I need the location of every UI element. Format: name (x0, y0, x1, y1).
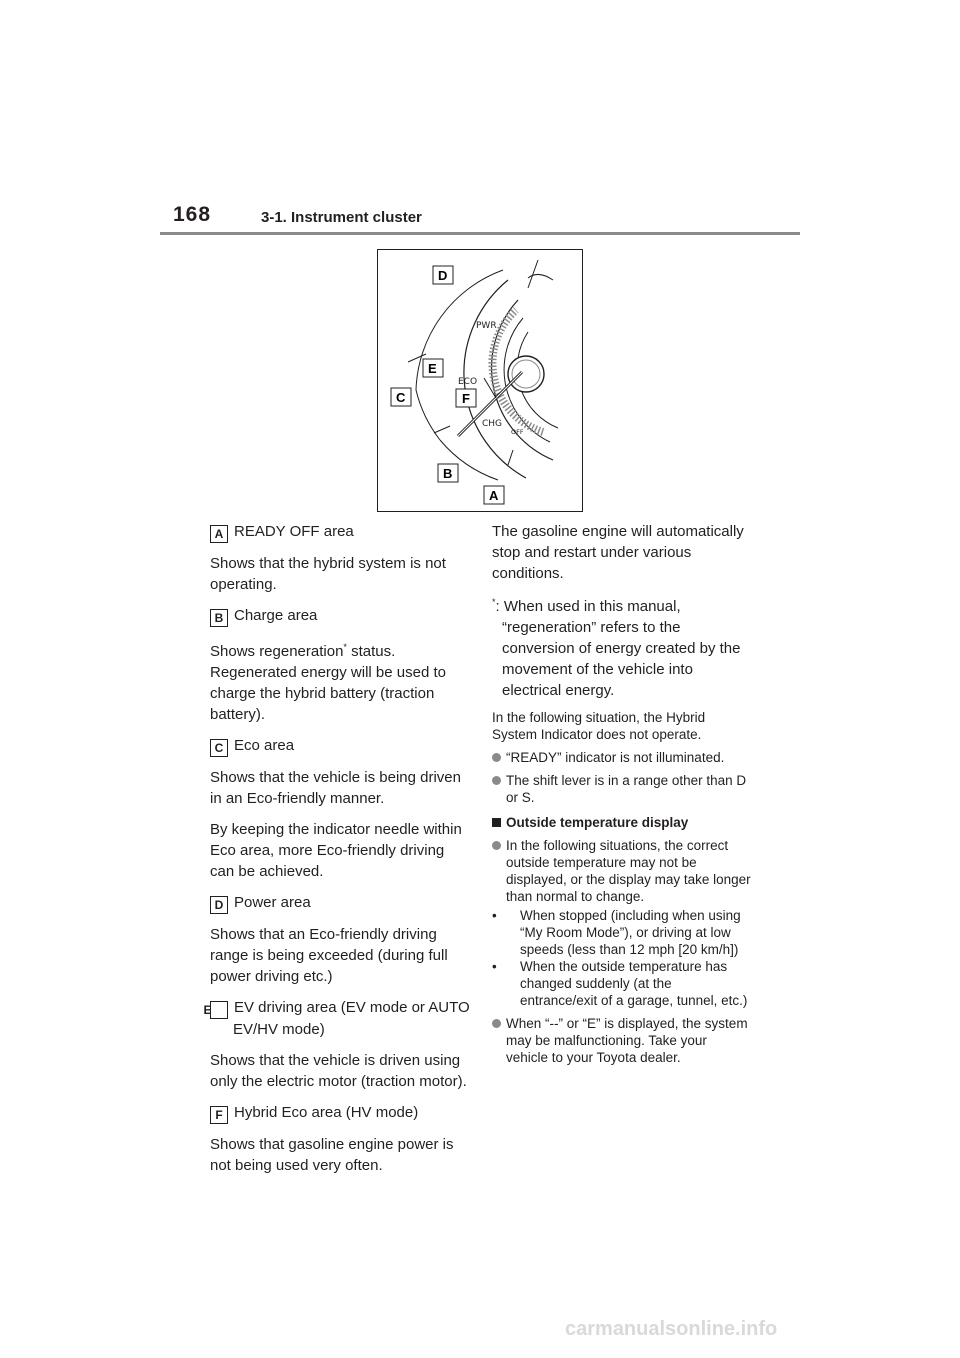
right-p2: In the following situation, the Hybrid System Indicator does not operate. (492, 710, 706, 742)
section-title: 3-1. Instrument cluster (261, 209, 422, 226)
bullet-2: The shift lever is in a range other than D or S. (506, 773, 747, 805)
f-body: Shows that gasoline engine power is not being used very often. (210, 1136, 454, 1174)
f-title: Hybrid Eco area (HV mode) (234, 1104, 419, 1121)
off-label: OFF (511, 428, 524, 436)
box-b: B (210, 609, 228, 627)
b-title: Charge area (234, 607, 318, 624)
sub-bullet-icon: • (492, 959, 497, 974)
bullet-4: When “--” or “E” is displayed, the system may be malfunctioning. Take your vehicle to your Toyota dealer. (506, 1016, 748, 1065)
right-p1: The gasoline engine will automatically stop and restart under various conditions. (492, 523, 744, 582)
label-e: E (428, 361, 437, 376)
box-e: E (210, 1001, 228, 1019)
bullet-icon (492, 841, 501, 850)
label-b: B (443, 466, 453, 481)
eco-label: ECO (458, 377, 478, 387)
header-rule (160, 232, 800, 235)
right-column (492, 521, 752, 1066)
box-d: D (210, 896, 228, 914)
b-body-2: status. Regenerated energy will be used to charge the hybrid battery (traction battery). (210, 643, 446, 723)
square-bullet-icon (492, 818, 501, 827)
d-title: Power area (234, 894, 311, 911)
d-body: Shows that an Eco-friendly driving range is being exceeded (during full power driving etc.) (210, 926, 448, 985)
gauge-illustration (378, 250, 582, 511)
c-title: Eco area (234, 737, 295, 754)
a-body: Shows that the hybrid system is not operating. (210, 555, 446, 593)
box-a: A (210, 525, 228, 543)
note: : When used in this manual, “regeneration” refers to the conversion of energy created by the movement of the vehicle into electrical energy. (495, 598, 741, 699)
box-f: F (210, 1106, 228, 1124)
sub-bullet-icon: • (492, 908, 497, 923)
c-body-2: By keeping the indicator needle within Eco area, more Eco-friendly driving can be achieved. (210, 821, 462, 880)
note-star: * (492, 597, 496, 607)
box-c: C (210, 739, 228, 757)
hybrid-indicator-figure (377, 249, 583, 512)
b-body-1: Shows regeneration (210, 643, 344, 660)
e-body: Shows that the vehicle is driven using only the electric motor (traction motor). (210, 1052, 467, 1090)
watermark: carmanualsonline.info (565, 1318, 778, 1340)
bullet-icon (492, 1019, 501, 1028)
bullet-icon (492, 776, 501, 785)
e-title: EV driving area (EV mode or AUTO EV/HV mode) (233, 999, 470, 1038)
c-body-1: Shows that the vehicle is being driven in an Eco-friendly manner. (210, 769, 461, 807)
pwr-label: PWR (476, 321, 497, 331)
bullet-1: “READY” indicator is not illuminated. (506, 750, 725, 765)
a-title: READY OFF area (234, 523, 354, 540)
chg-label: CHG (482, 419, 503, 429)
label-c: C (396, 390, 406, 405)
label-d: D (438, 268, 448, 283)
label-f: F (462, 391, 470, 406)
bullet-3: In the following situations, the correct outside temperature may not be displayed, or the display may take longer than normal to change. (506, 838, 751, 904)
b-star: * (343, 642, 347, 652)
temp-heading: Outside temperature display (506, 815, 689, 830)
bullet-icon (492, 753, 501, 762)
sub-bullet-1: When stopped (including when using “My Room Mode”), or driving at low speeds (less than 12 mph [20 km/h]) (520, 908, 741, 957)
left-column (203, 521, 470, 1176)
sub-bullet-2: When the outside temperature has changed suddenly (at the entrance/exit of a garage, tunnel, etc.) (520, 959, 748, 1008)
page-number: 168 (173, 203, 212, 226)
label-a: A (489, 488, 499, 503)
